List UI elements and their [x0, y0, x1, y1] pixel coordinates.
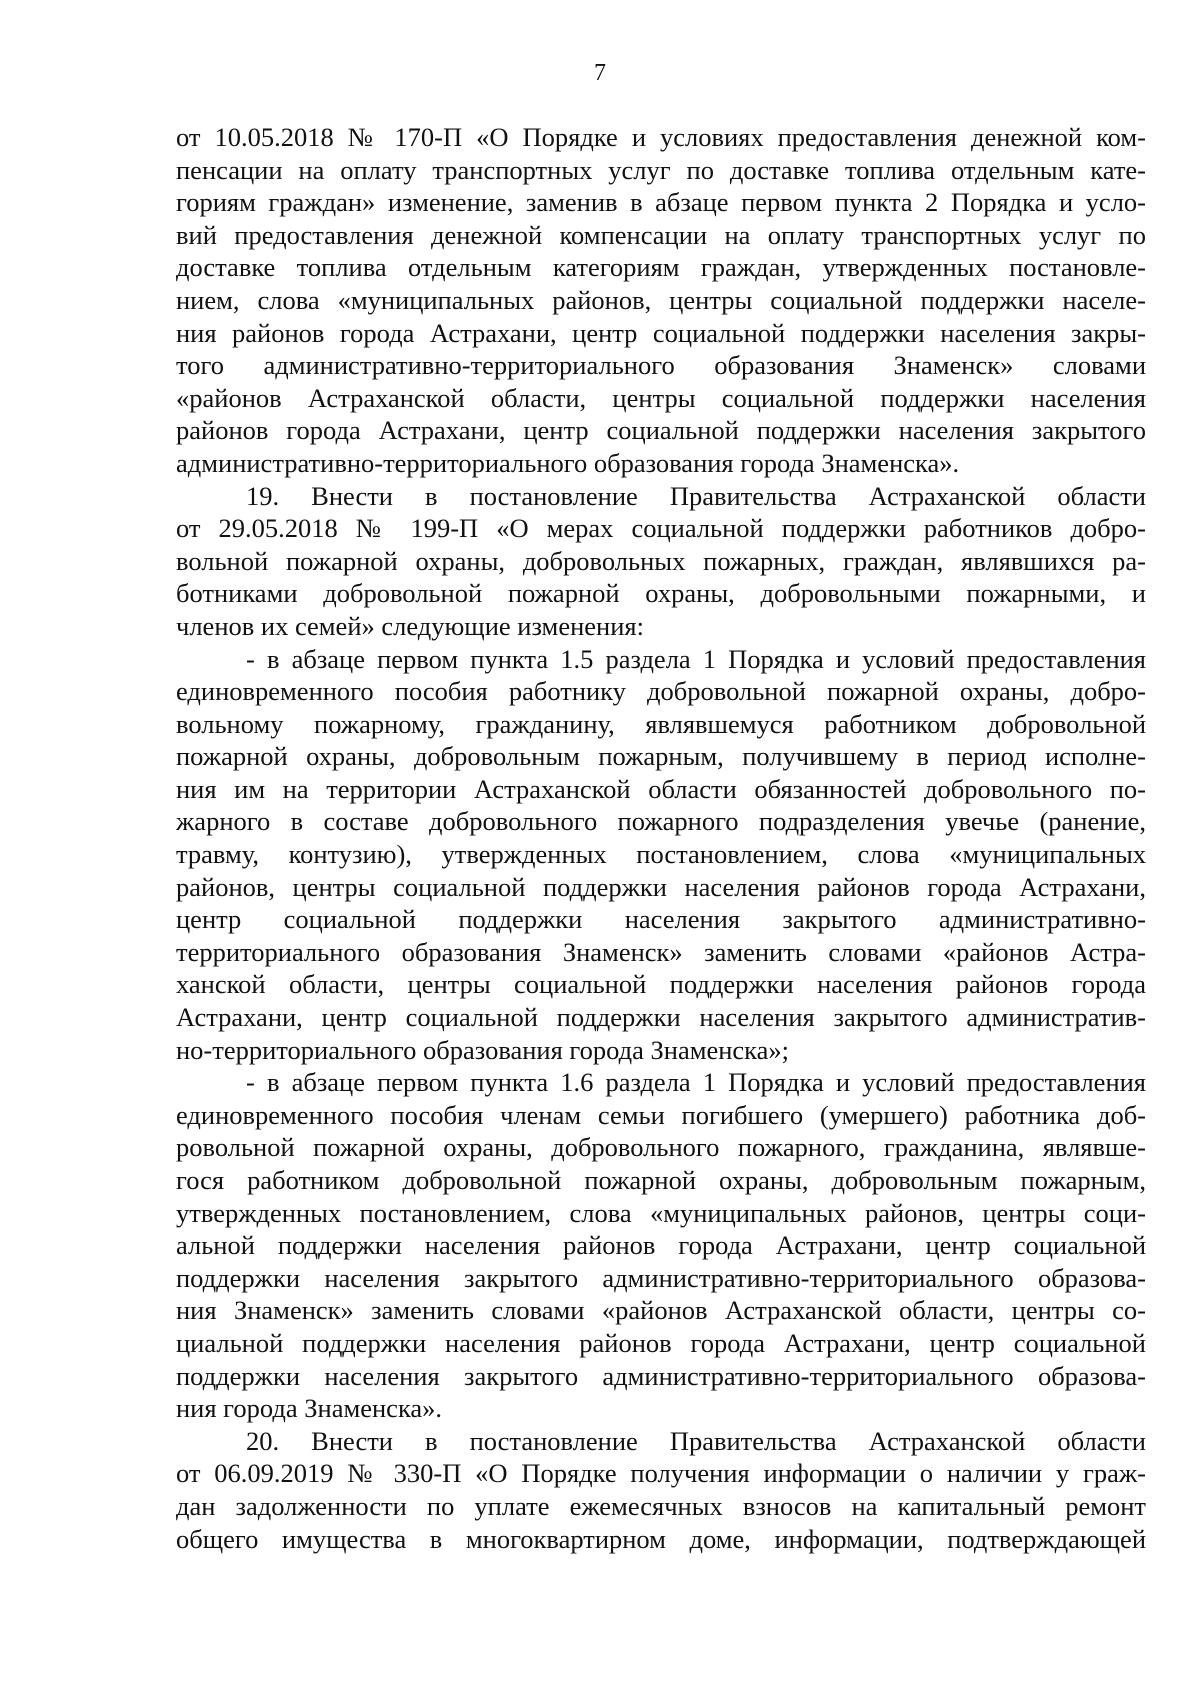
text-line: вольной пожарной охраны, добровольных пожарных, граждан, являвшихся ра- [176, 545, 1146, 576]
text-line: травму, контузию), утвержденных постановлением, слова «муниципальных [176, 839, 1146, 870]
text-line: вий предоставления денежной компенсации на оплату транспортных услуг по [176, 219, 1146, 250]
text-line: того административно-территориального образования Знаменск» словами [176, 350, 1146, 381]
text-line: 20. Внести в постановление Правительства Астраханской области [246, 1425, 1146, 1456]
text-line: гося работником добровольной пожарной охраны, добровольным пожарным, [176, 1165, 1146, 1195]
text-line: циальной поддержки населения районов города Астрахани, центр социальной [176, 1327, 1146, 1358]
text-line: поддержки населения закрытого административно-территориального образова- [176, 1360, 1146, 1391]
text-line: ния Знаменск» заменить словами «районов Астраханской области, центры со- [176, 1295, 1146, 1326]
text-line: нием, слова «муниципальных районов, центры социальной поддержки населе- [176, 284, 1146, 315]
text-line: - в абзаце первом пункта 1.5 раздела 1 Порядка и условий предоставления [246, 643, 1146, 674]
text-line: поддержки населения закрытого административно-территориального образова- [176, 1262, 1146, 1293]
text-line: но-территориального образования города Знаменска»; [176, 1034, 790, 1065]
text-line: «районов Астраханской области, центры социальной поддержки населения [176, 382, 1146, 413]
text-line: территориального образования Знаменск» заменить словами «районов Астра- [176, 936, 1146, 967]
text-line: членов их семей» следующие изменения: [176, 610, 644, 641]
text-line: доставке топлива отдельным категориям граждан, утвержденных постановле- [176, 252, 1146, 283]
text-line: 19. Внести в постановление Правительства Астраханской области [246, 480, 1146, 511]
text-line: пожарной охраны, добровольным пожарным, получившему в период исполне- [176, 741, 1146, 772]
text-line: дан задолженности по уплате ежемесячных взносов на капитальный ремонт [176, 1490, 1146, 1521]
document-body [176, 121, 1146, 1555]
text-line: ния районов города Астрахани, центр социальной поддержки населения закры- [176, 317, 1146, 348]
text-line: ния им на территории Астраханской области обязанностей добровольного по- [176, 773, 1146, 804]
text-line: от 29.05.2018 № 199-П «О мерах социальной поддержки работников добро- [176, 513, 1146, 544]
text-line: общего имущества в многоквартирном доме, информации, подтверждающей [176, 1523, 1146, 1554]
text-line: ботниками добровольной пожарной охраны, добровольными пожарными, и [176, 578, 1146, 609]
text-line: районов города Астрахани, центр социальной поддержки населения закрытого [176, 415, 1146, 446]
text-line: административно-территориального образования города Знаменска». [176, 447, 960, 478]
text-line: центр социальной поддержки населения закрытого административно- [176, 904, 1146, 935]
text-line: Астрахани, центр социальной поддержки населения закрытого административ- [176, 1002, 1146, 1033]
text-line: единовременного пособия работнику добровольной пожарной охраны, добро- [176, 676, 1146, 707]
text-line: районов, центры социальной поддержки населения районов города Астрахани, [176, 871, 1146, 902]
text-line: ния города Знаменска». [176, 1393, 443, 1424]
text-line: гориям граждан» изменение, заменив в абзаце первом пункта 2 Порядка и усло- [176, 187, 1146, 218]
text-line: от 06.09.2019 № 330-П «О Порядке получения информации о наличии у граж- [176, 1458, 1146, 1489]
text-line: от 10.05.2018 № 170-П «О Порядке и условиях предоставления денежной ком- [176, 122, 1146, 152]
text-line: единовременного пособия членам семьи погибшего (умершего) работника доб- [176, 1099, 1146, 1130]
text-line: пенсации на оплату транспортных услуг по доставке топлива отдельным кате- [176, 154, 1146, 185]
text-line: - в абзаце первом пункта 1.6 раздела 1 Порядка и условий предоставления [246, 1067, 1146, 1098]
text-line: альной поддержки населения районов города Астрахани, центр социальной [176, 1230, 1146, 1261]
text-line: ханской области, центры социальной поддержки населения районов города [176, 969, 1146, 1000]
text-line: утвержденных постановлением, слова «муниципальных районов, центры соци- [176, 1197, 1146, 1228]
text-line: ровольной пожарной охраны, добровольного пожарного, гражданина, являвше- [176, 1132, 1146, 1163]
text-line: вольному пожарному, гражданину, являвшемуся работником добровольной [176, 708, 1146, 739]
text-line: жарного в составе добровольного пожарного подразделения увечье (ранение, [176, 806, 1146, 837]
page-number: 7 [594, 60, 606, 86]
